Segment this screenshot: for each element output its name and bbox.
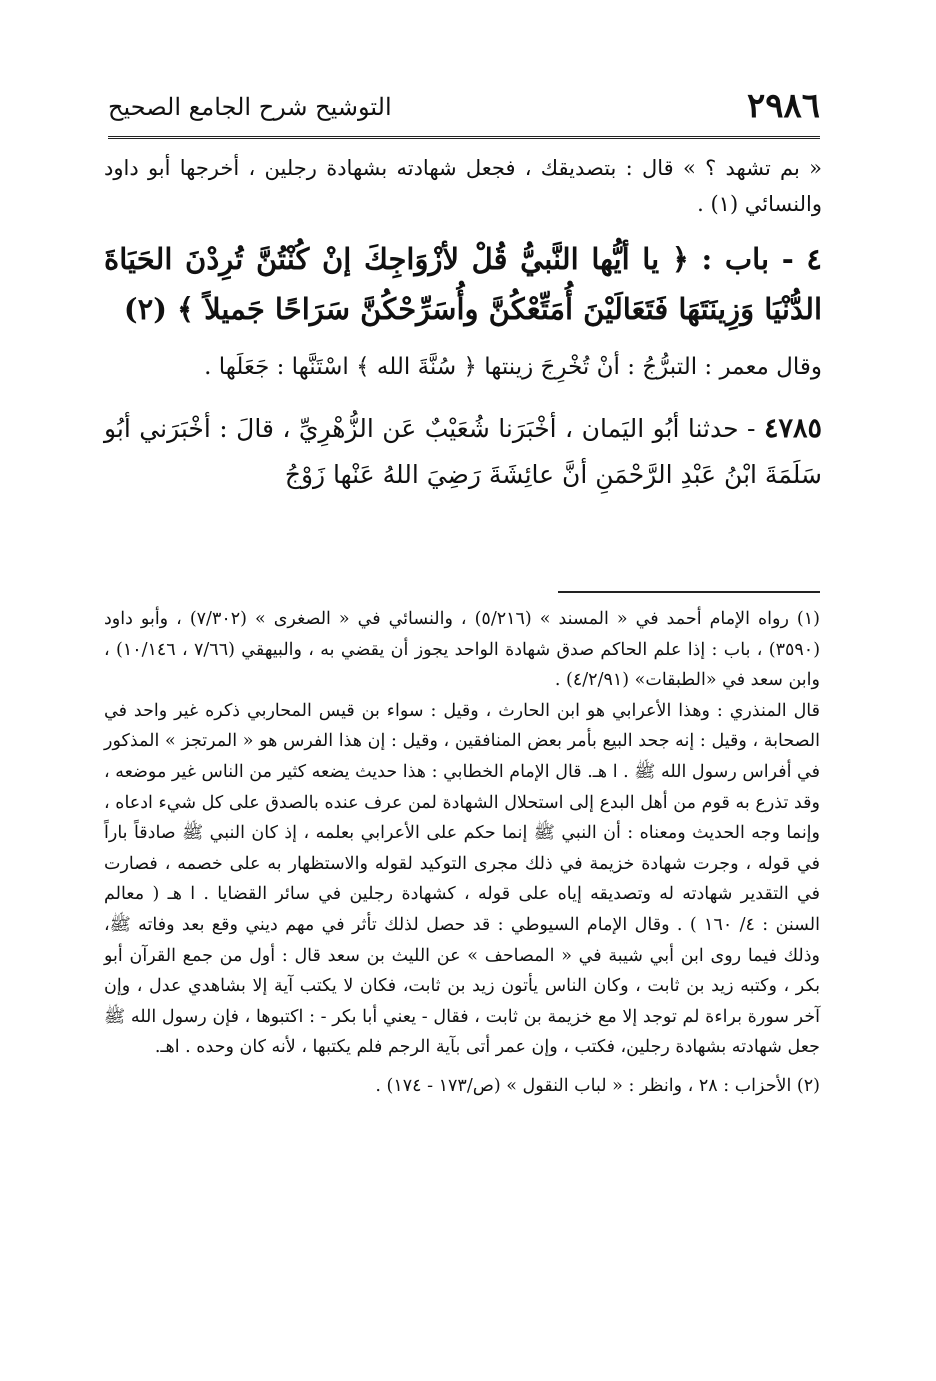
main-text (104, 150, 822, 498)
hadith-text: - حدثنا أبُو اليَمان ، أخْبَرَنا شُعَيْبٌ عَن الزُّهْرِيِّ ، قالَ : أخْبَرَني أبُو سَلَمَةَ ابْنُ عَبْدِ الرَّحْمَنِ أنَّ عائِشَةَ رَضِيَ اللهُ عَنْها زَوْجُ (104, 414, 822, 489)
page-number: ٢٩٨٦ (746, 86, 820, 126)
footnote-1-commentary: قال المنذري : وهذا الأعرابي هو ابن الحارث ، وقيل : سواء بن قيس المحاربي ذكره غير واحد في الصحابة ، وقيل : إنه جحد البيع بأمر بعض المنافقين ، وقيل : إن هذا الفرس هو « المرتجز » المذكور في أفراس رسول الله ﷺ . ا هـ. قال الإمام الخطابي : هذا حديث يضعه كثير من الناس غير موضعه ، وقد تذرع به قوم من أهل البدع إلى استحلال الشهادة لمن عرف عنده بالصدق على كل شيء ادعاه ، وإنما وجه الحديث ومعناه : أن النبي ﷺ إنما حكم على الأعرابي بعلمه ، إذ كان النبي ﷺ صادقاً باراً في قوله ، وجرت شهادة خزيمة في ذلك مجرى التوكيد لقوله والاستظهار به على خصمه ، فصارت في التقدير شهادته له وتصديقه إياه على قوله ، كشهادة رجلين في سائر القضايا . ا هـ ( معالم السنن : ٤/ ١٦٠ ) . وقال الإمام السيوطي : قد حصل لذلك تأثر في مهم ديني وقع بعد وفاته ﷺ، وذلك فيما روى ابن أبي شيبة في « المصاحف » عن الليث بن سعد قال : أول من جمع القرآن أبو بكر ، وكتبه زيد بن ثابت ، وكان الناس يأتون زيد بن ثابت، فكان لا يكتب آية إلا بشاهدي عدل ، وإن آخر سورة براءة لم توجد إلا مع خزيمة بن ثابت ، فقال - يعني أبا بكر - : اكتبوها ، فإن رسول الله ﷺ جعل شهادته بشهادة رجلين، فكتب ، وإن عمر أتى بآية الرجم فلم يكتبها ، لأنه كان وحده . اهـ. (104, 700, 820, 1058)
chapter-heading: ٤ - باب : ﴿ يا أيُّها النَّبيُّ قُلْ لأزْوَاجِكَ إنْ كُنْتُنَّ تُرِدْنَ الحَيَاةَ الدُّنْيَا وَزِينَتَهَا فَتَعَالَيْنَ أُمَتِّعْكُنَّ وأُسَرِّحْكُنَّ سَرَاحًا جَميلاً ﴾ (٢) (104, 242, 822, 326)
footnote-2: (٢) الأحزاب : ٢٨ ، وانظر : « لباب النقول » (ص/١٧٣ - ١٧٤) . (375, 1075, 820, 1096)
hadith-number: ٤٧٨٥ (764, 413, 823, 444)
footnote-1-source: (١) رواه الإمام أحمد في « المسند » (٥/٢١٦) ، والنسائي في « الصغرى » (٧/٣٠٢) ، وأبو داود (٣٥٩٠) ، باب : إذا علم الحاكم صدق شهادة الواحد يجوز أن يقضي به ، والبيهقي (٧/٦٦ ، ١٠/١٤٦) ، وابن سعد في «الطبقات» (٤/٢/٩١) . (104, 609, 821, 691)
continuation-paragraph: « بم تشهد ؟ » قال : بتصديقك ، فجعل شهادته بشهادة رجلين ، أخرجها أبو داود والنسائي (١) . (104, 156, 822, 216)
hadith-paragraph (104, 406, 822, 498)
footnotes (104, 604, 820, 1102)
header-rule (108, 136, 820, 139)
page-header (108, 84, 820, 130)
footnote-separator (558, 591, 820, 593)
running-title: التوشيح شرح الجامع الصحيح (108, 93, 392, 121)
ma-mar-quote: وقال معمر : التبرُّجُ : أنْ تُخْرِجَ زينتها ﴿ سُنَّةَ الله ﴾ اسْتَنَّها : جَعَلَها . (204, 354, 822, 380)
